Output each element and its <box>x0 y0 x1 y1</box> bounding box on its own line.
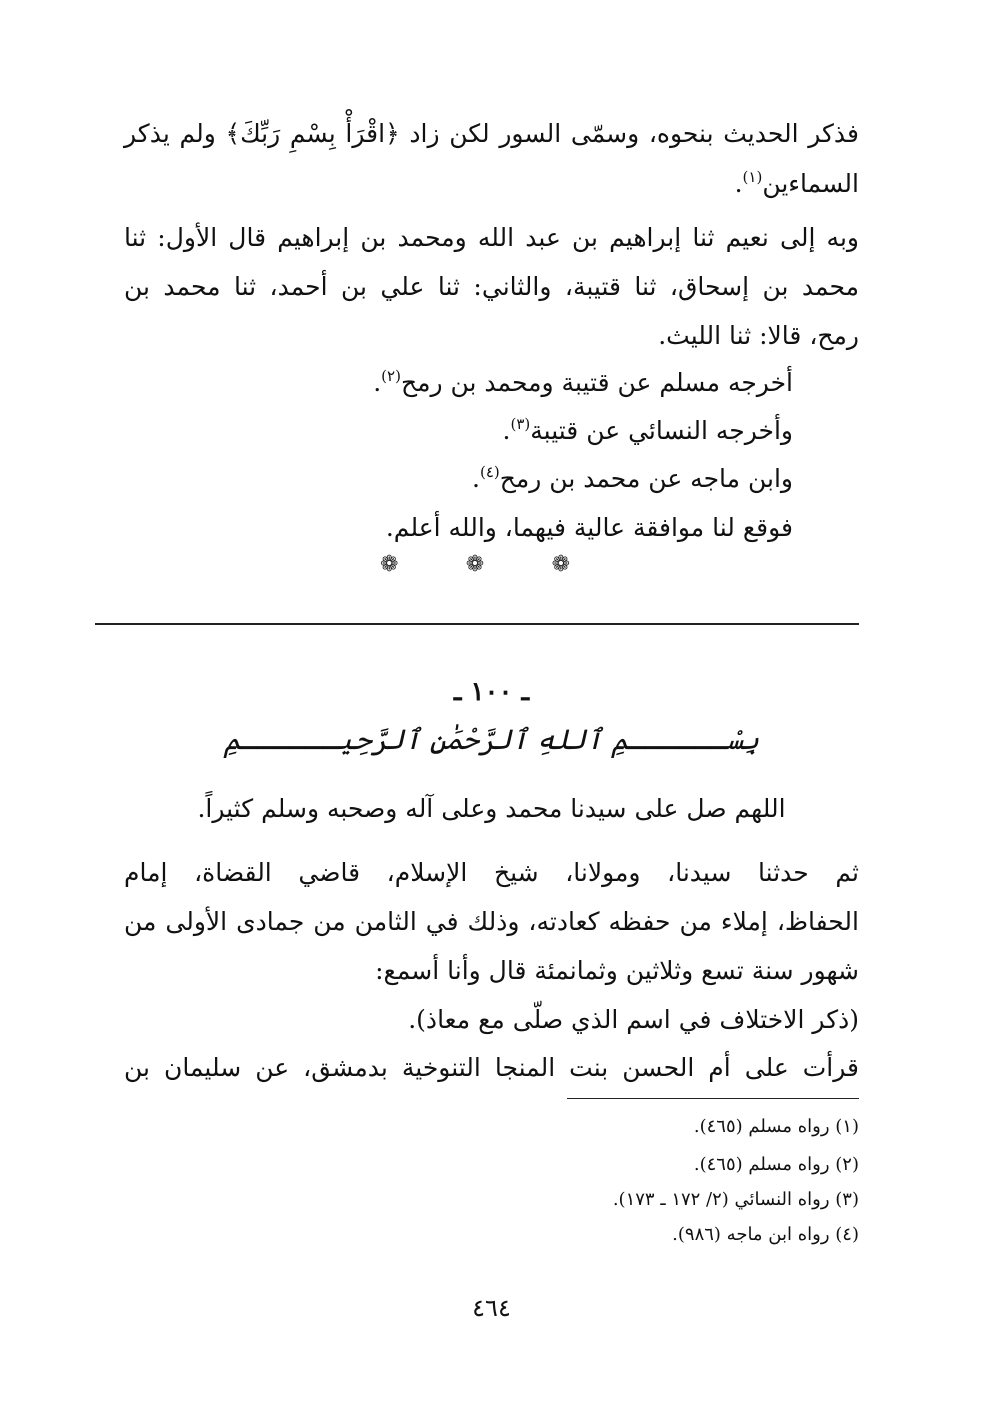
text-line: ثم حدثنا سيدنا، ومولانا، شيخ الإسلام، قاضي القضاة، إمام <box>124 858 859 887</box>
text-line: (ذكر الاختلاف في اسم الذي صلّى مع معاذ). <box>408 1005 859 1034</box>
text-fragment: وابن ماجه عن محمد بن رمح <box>499 464 793 493</box>
star-ornament-icon: ❁ <box>380 552 399 577</box>
text-fragment: . <box>472 464 480 493</box>
text-fragment: وأخرجه النسائي عن قتيبة <box>530 416 793 445</box>
hadith-number: ـ ١٠٠ ـ <box>453 677 530 707</box>
section-divider <box>95 623 859 625</box>
text-line: فذكر الحديث بنحوه، وسمّى السور لكن زاد ﴿اقْرَأْ بِسْمِ رَبِّكَ﴾ ولم يذكر <box>124 119 859 148</box>
footnote-ref: (٢) <box>381 367 401 385</box>
text-line: الحفاظ، إملاء من حفظه كعادته، وذلك في الثامن من جمادى الأولى من <box>124 907 859 936</box>
footnote: (٢) رواه مسلم (٤٦٥). <box>693 1154 859 1175</box>
text-line <box>124 157 859 214</box>
text-line: محمد بن إسحاق، ثنا قتيبة، والثاني: ثنا علي بن أحمد، ثنا محمد بن <box>124 272 859 301</box>
footnote-ref: (١) <box>742 168 763 186</box>
text-line: شهور سنة تسع وثلاثين وثمانمئة قال وأنا أسمع: <box>375 956 859 985</box>
footnote-ref: (٤) <box>479 463 500 481</box>
text-fragment: . <box>734 169 743 198</box>
section-separator-stars <box>380 552 570 577</box>
text-line: قرأت على أم الحسن بنت المنجا التنوخية بدمشق، عن سليمان بن <box>124 1053 859 1082</box>
page-number: ٤٦٤ <box>472 1294 511 1322</box>
star-ornament-icon: ❁ <box>465 552 485 577</box>
text-fragment: . <box>502 416 511 445</box>
text-fragment: أخرجه مسلم عن قتيبة ومحمد بن رمح <box>400 368 793 397</box>
salutation: اللهم صل على سيدنا محمد وعلى آله وصحبه وسلم كثيراً. <box>197 794 786 823</box>
footnote: (٣) رواه النسائي (٢/ ١٧٢ ـ ١٧٣). <box>612 1189 859 1210</box>
star-ornament-icon: ❁ <box>551 552 570 577</box>
text-fragment: السماءين <box>762 169 859 198</box>
footnote: (١) رواه مسلم (٤٦٥). <box>693 1116 859 1137</box>
text-fragment: . <box>373 368 382 397</box>
text-line: رمح، قالا: ثنا الليث. <box>658 321 859 350</box>
footnote-divider <box>567 1098 859 1099</box>
footnote-ref: (٣) <box>510 415 531 433</box>
text-line: فوقع لنا موافقة عالية فيهما، والله أعلم. <box>385 513 793 542</box>
footnote: (٤) رواه ابن ماجه (٩٨٦). <box>672 1224 859 1245</box>
basmala: بِسْــــــمِ ٱللهِ ٱلرَّحْمَٰنِ ٱلرَّحِيــــــمِ <box>223 723 760 756</box>
text-line: وبه إلى نعيم ثنا إبراهيم بن عبد الله ومحمد بن إبراهيم قال الأول: ثنا <box>124 223 859 252</box>
